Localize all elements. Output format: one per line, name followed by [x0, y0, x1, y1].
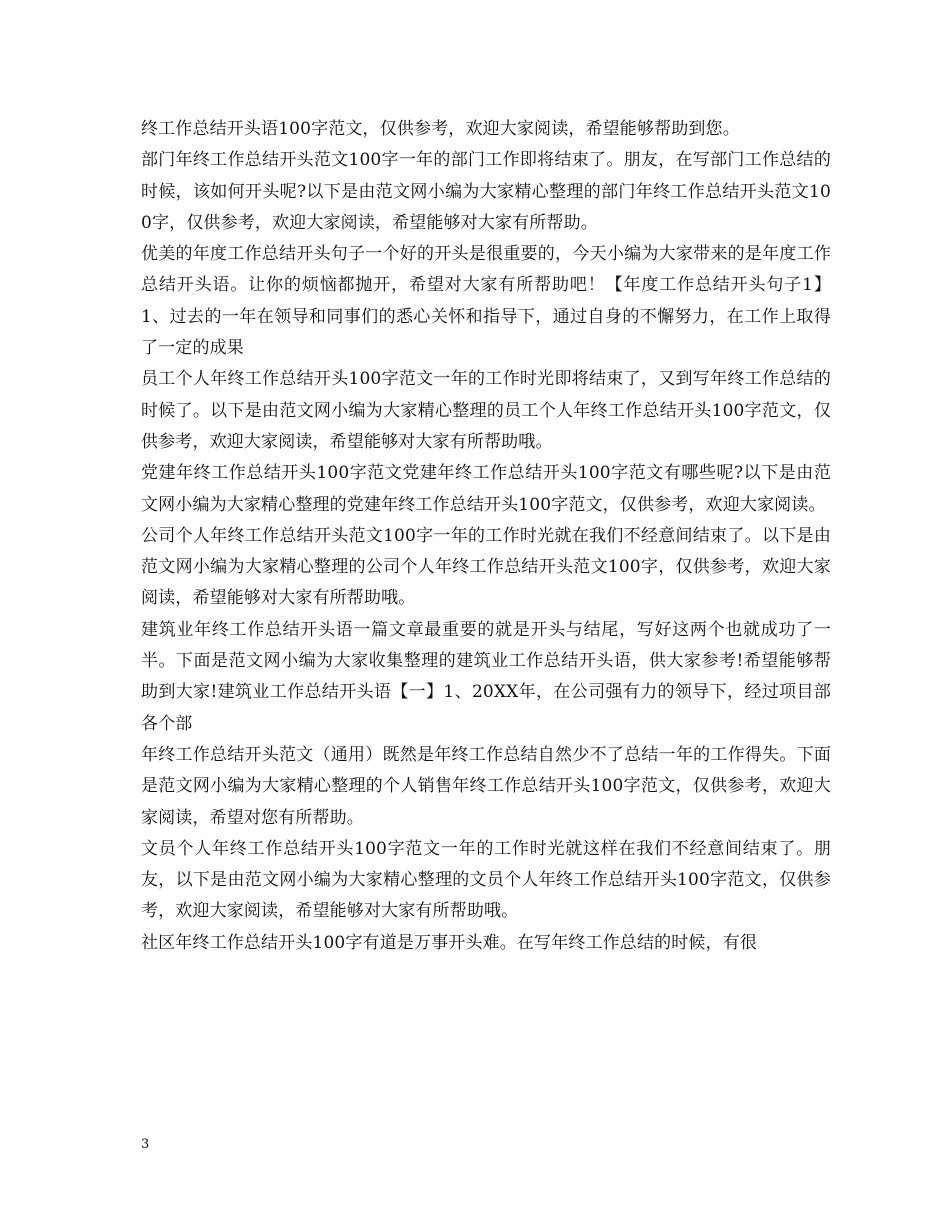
paragraph: 党建年终工作总结开头100字范文党建年终工作总结开头100字范文有哪些呢?以下是由范文网小编为大家精心整理的党建年终工作总结开头100字范文，仅供参考，欢迎大家阅读。: [141, 463, 831, 515]
paragraph: 文员个人年终工作总结开头100字范文一年的工作时光就这样在我们不经意间结束了。朋友，以下是由范文网小编为大家精心整理的文员个人年终工作总结开头100字范文，仅供参考，欢迎大家阅读，希望能够对大家有所帮助哦。: [141, 838, 831, 922]
paragraph: 年终工作总结开头范文（通用）既然是年终工作总结自然少不了总结一年的工作得失。下面是范文网小编为大家精心整理的个人销售年终工作总结开头100字范文，仅供参考，欢迎大家阅读，希望对您有所帮助。: [141, 744, 831, 828]
paragraph: 员工个人年终工作总结开头100字范文一年的工作时光即将结束了，又到写年终工作总结的时候了。以下是由范文网小编为大家精心整理的员工个人年终工作总结开头100字范文，仅供参考，欢迎大家阅读，希望能够对大家有所帮助哦。: [141, 369, 831, 452]
document-body: [141, 114, 831, 959]
paragraph: 社区年终工作总结开头100字有道是万事开头难。在写年终工作总结的时候，有很: [141, 932, 757, 953]
paragraph: 建筑业年终工作总结开头语一篇文章最重要的就是开头与结尾，写好这两个也就成功了一半。下面是范文网小编为大家收集整理的建筑业工作总结开头语，供大家参考!希望能够帮助到大家!建筑业工作总结开头语【一】1、20XX年，在公司强有力的领导下，经过项目部各个部: [141, 619, 831, 734]
paragraph: 优美的年度工作总结开头句子一个好的开头是很重要的，今天小编为大家带来的是年度工作总结开头语。让你的烦恼都抛开，希望对大家有所帮助吧！【年度工作总结开头句子1】1、过去的一年在领导和同事们的悉心关怀和指导下，通过自身的不懈努力，在工作上取得了一定的成果: [141, 244, 831, 359]
paragraph: 公司个人年终工作总结开头范文100字一年的工作时光就在我们不经意间结束了。以下是由范文网小编为大家精心整理的公司个人年终工作总结开头范文100字，仅供参考，欢迎大家阅读，希望能够对大家有所帮助哦。: [141, 525, 831, 609]
paragraph: 部门年终工作总结开头范文100字一年的部门工作即将结束了。朋友，在写部门工作总结的时候，该如何开头呢?以下是由范文网小编为大家精心整理的部门年终工作总结开头范文100字，仅供参考，欢迎大家阅读，希望能够对大家有所帮助。: [141, 150, 831, 233]
page-number: 3: [141, 1137, 150, 1152]
paragraph: 终工作总结开头语100字范文，仅供参考，欢迎大家阅读，希望能够帮助到您。: [141, 119, 740, 139]
